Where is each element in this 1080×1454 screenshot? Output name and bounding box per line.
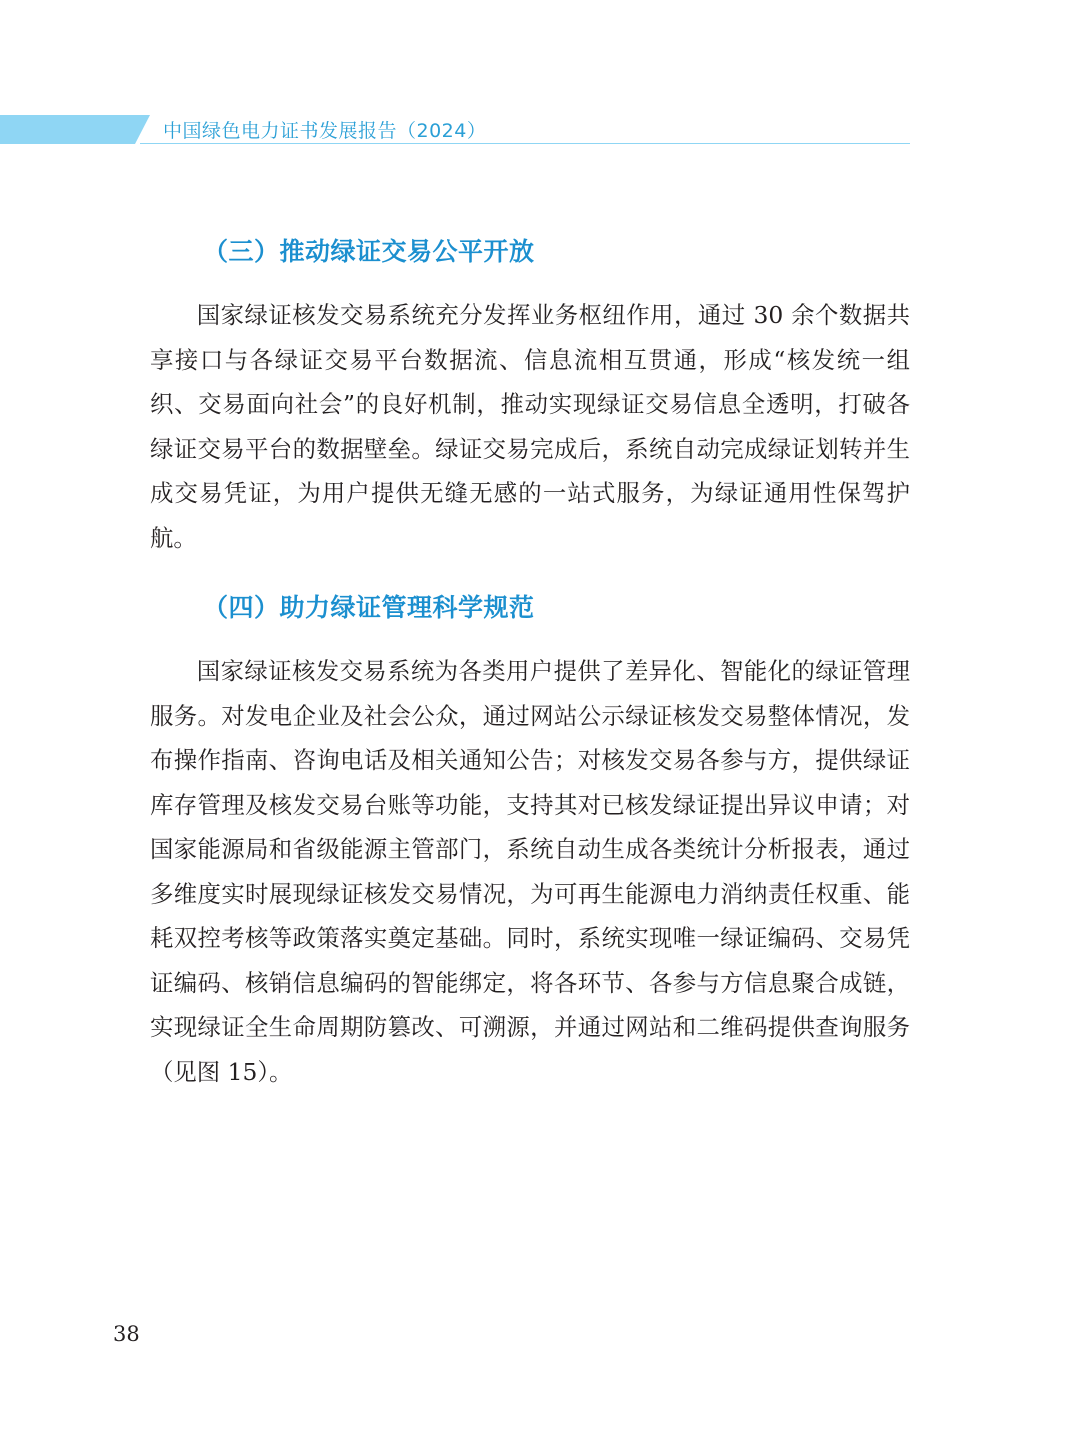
header-accent-band: [0, 115, 150, 144]
section-3-paragraph: 国家绿证核发交易系统充分发挥业务枢纽作用，通过 30 余个数据共享接口与各绿证交易平台数据流、信息流相互贯通，形成“核发统一组织、交易面向社会”的良好机制，推动实现绿证交易信息全透明，打破各绿证交易平台的数据壁垒。绿证交易完成后，系统自动完成绿证划转并生成交易凭证，为用户提供无缝无感的一站式服务，为绿证通用性保驾护航。: [150, 301, 910, 552]
header-divider: [140, 143, 910, 144]
running-header-title: 中国绿色电力证书发展报告（2024）: [163, 120, 487, 142]
section-4-paragraph: 国家绿证核发交易系统为各类用户提供了差异化、智能化的绿证管理服务。对发电企业及社会公众，通过网站公示绿证核发交易整体情况，发布操作指南、咨询电话及相关通知公告；对核发交易各参与方，提供绿证库存管理及核发交易台账等功能，支持其对已核发绿证提出异议申请；对国家能源局和省级能源主管部门，系统自动生成各类统计分析报表，通过多维度实时展现绿证核发交易情况，为可再生能源电力消纳责任权重、能耗双控考核等政策落实奠定基础。同时，系统实现唯一绿证编码、交易凭证编码、核销信息编码的智能绑定，将各环节、各参与方信息聚合成链，实现绿证全生命周期防篡改、可溯源，并通过网站和二维码提供查询服务（见图 15）。: [150, 657, 910, 1086]
section-heading-3: （三）推动绿证交易公平开放: [203, 237, 535, 266]
page-number: 38: [113, 1322, 140, 1346]
section-heading-4: （四）助力绿证管理科学规范: [203, 593, 535, 622]
